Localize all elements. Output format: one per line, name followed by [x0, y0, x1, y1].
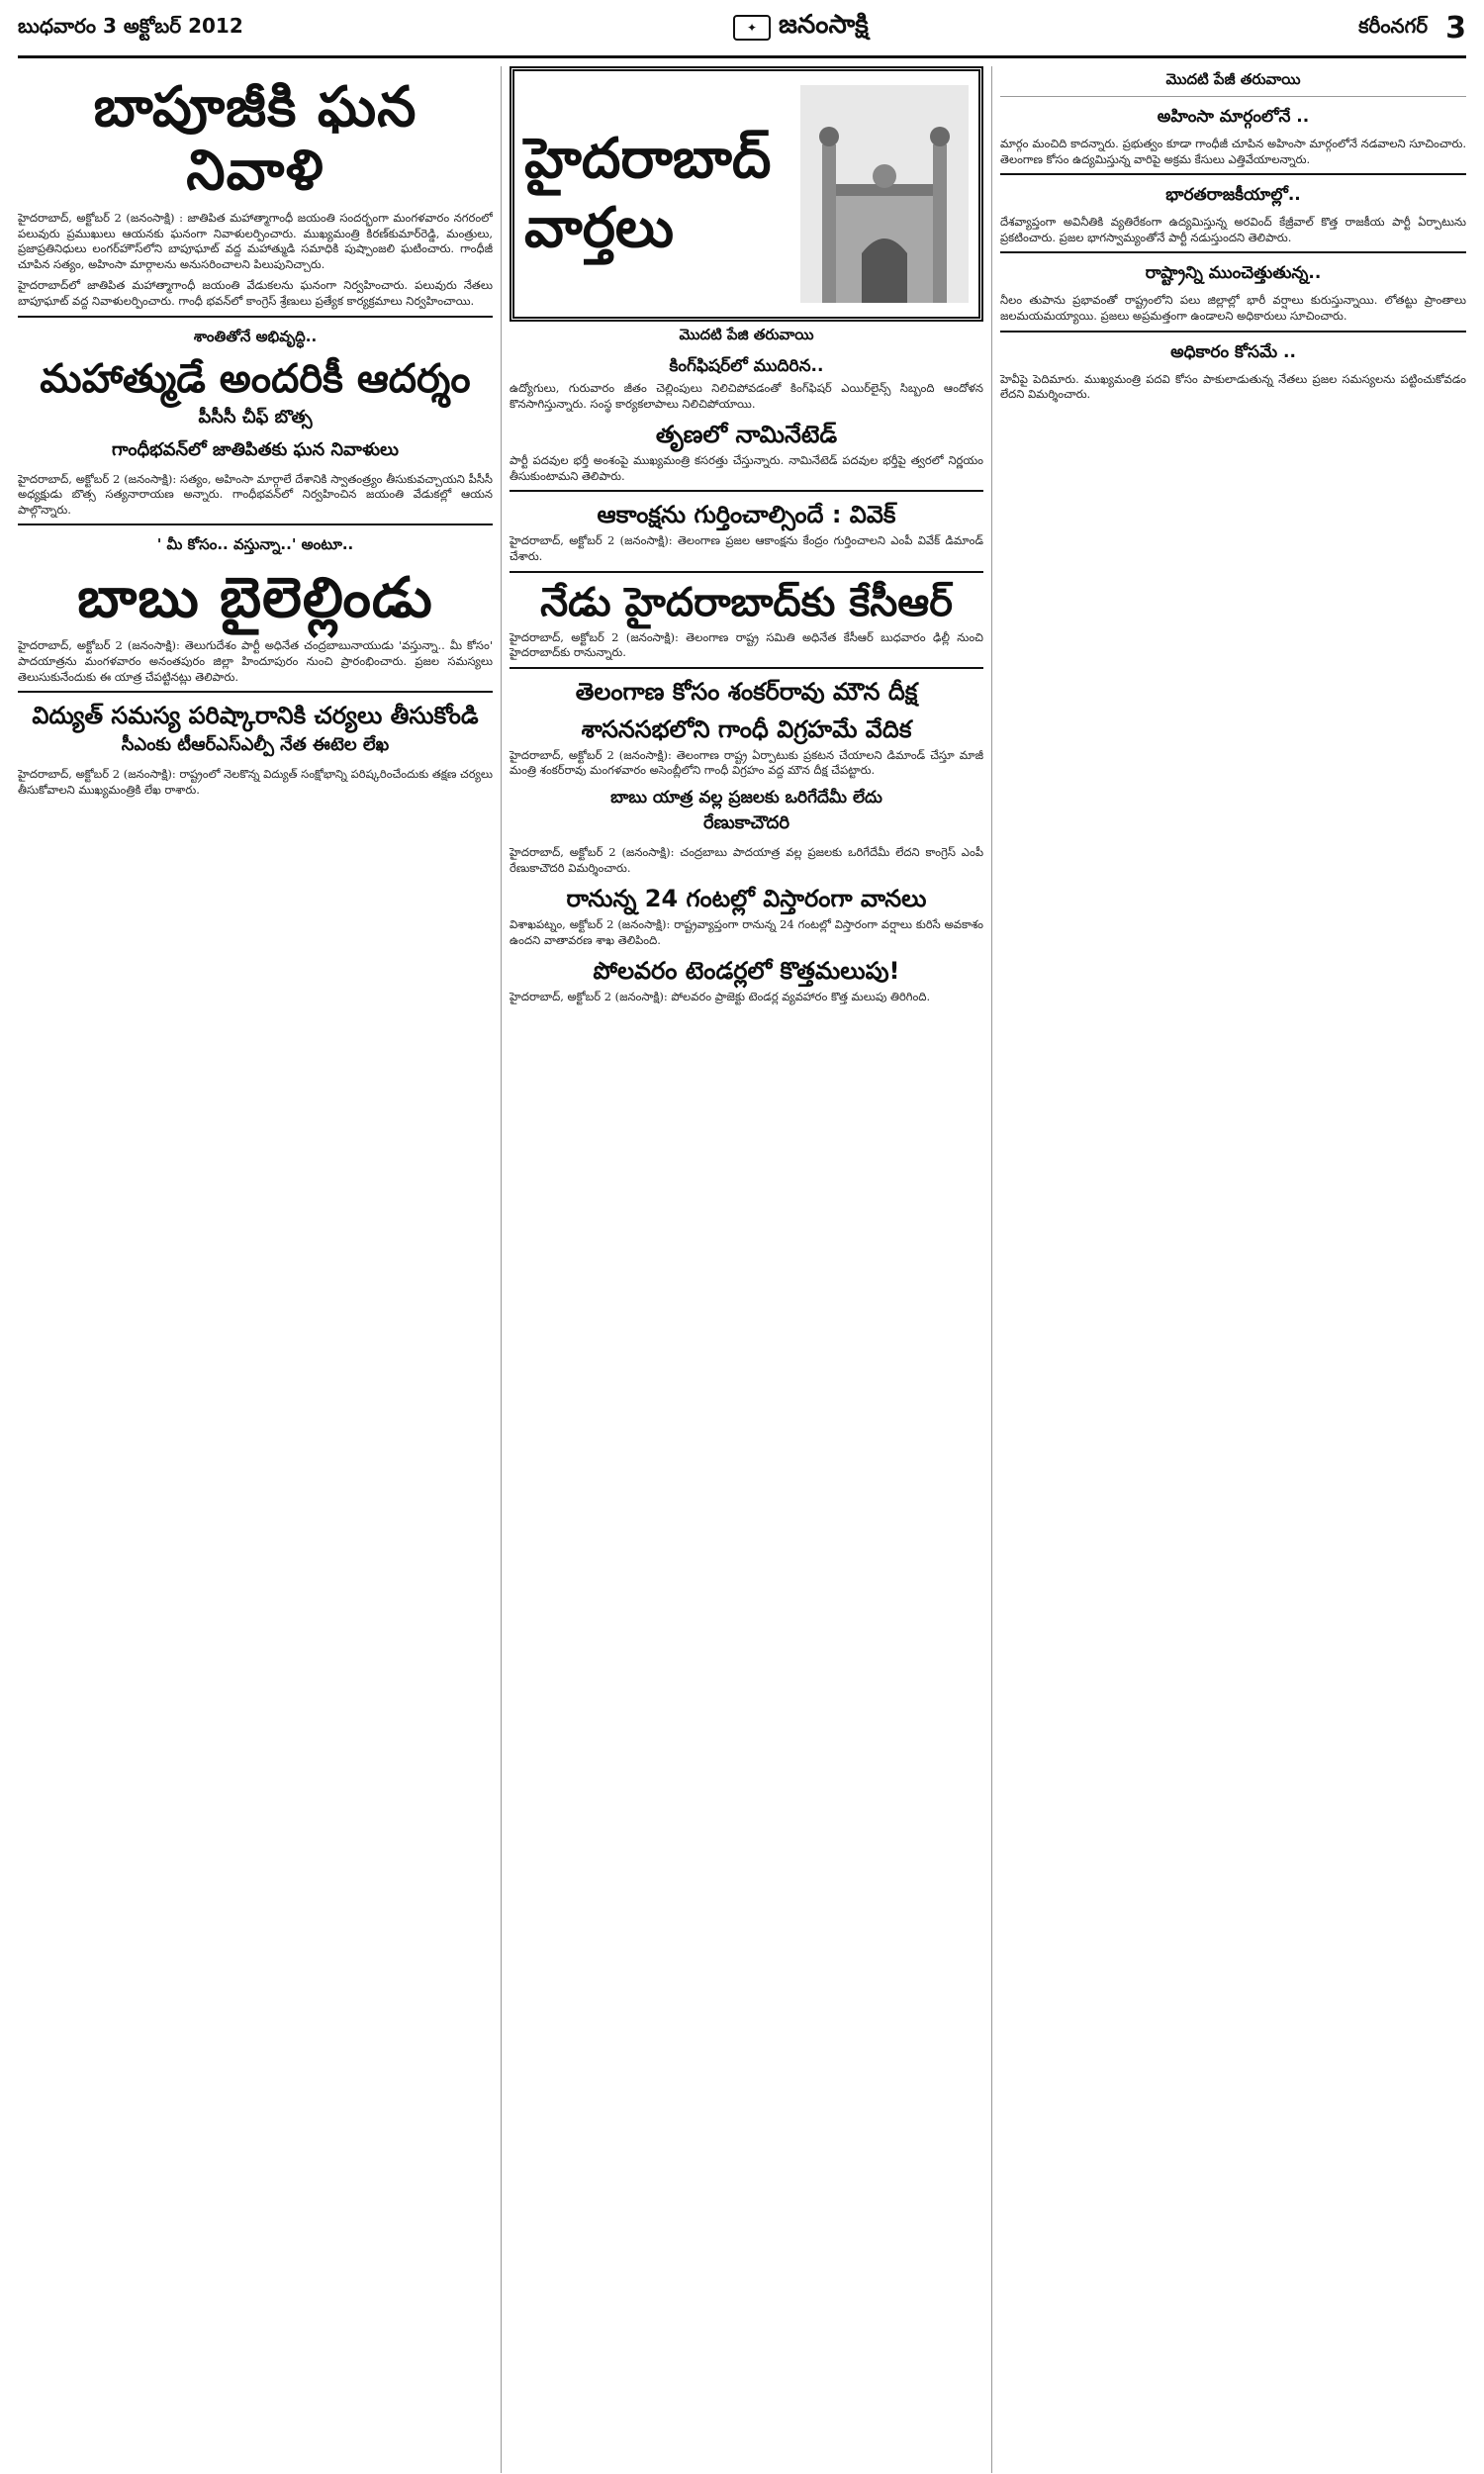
continuation-label-right: మొదటి పేజీ తరువాయి	[1000, 70, 1466, 97]
story-power-sake-body: హెవీపై పెదిమారు. ముఖ్యమంత్రి పదవి కోసం పాకులాడుతున్న నేతలు ప్రజల సమస్యలను పట్టించుకోవడం లేదని విమర్శించారు.	[1000, 371, 1466, 402]
story-bapuji-body-2: హైదరాబాద్‌లో జాతిపిత మహాత్మాగాంధీ జయంతి వేడుకలను ఘనంగా నిర్వహించారు. పలువురు నేతలు బాపూఘాట్‌ వద్ద నివాళులర్పించారు. గాంధీ భవన్‌లో కాంగ్రెస్‌ శ్రేణులు ప్రత్యేక కార్యక్రమాలు నిర్వహించాయి.	[18, 278, 493, 308]
headline-ahimsa: అహింసా మార్గంలోనే ..	[1157, 107, 1310, 127]
kicker-peace: శాంతితోనే అభివృద్ధి..	[193, 327, 318, 345]
column-left	[18, 66, 493, 2473]
story-shankarrao-body: హైదరాబాద్, అక్టోబర్ 2 (జనంసాక్షి): తెలంగాణ రాష్ట్ర ఏర్పాటుకు ప్రకటన చేయాలని డిమాండ్‌ చేస్తూ మాజీ మంత్రి శంకర్‌రావు మంగళవారం అసెంబ్లీలోని గాంధీ విగ్రహం వద్ద మౌన దీక్ష చేపట్టారు.	[510, 747, 983, 778]
divider	[510, 667, 983, 669]
page-number: 3	[1445, 10, 1466, 46]
story-bapuji-body: హైదరాబాద్, అక్టోబర్ 2 (జనంసాక్షి) : జాతిపిత మహాత్మాగాంధీ జయంతి సందర్భంగా మంగళవారం నగరంలో పలువురు ప్రముఖులు ఆయనకు ఘనంగా నివాళులర్పించారు. ముఖ్యమంత్రి కిరణ్‌కుమార్‌రెడ్డి, మంత్రులు, ప్రజాప్రతినిధులు లంగర్‌హౌస్‌లోని బాపూఘాట్‌ వద్ద మహాత్ముడి సమాధికి పుష్పాంజలి ఘటించారు. గాంధీజీ చూపిన సత్యం, అహింసా మార్గాలను అనుసరించాలని పిలుపునిచ్చారు.	[18, 211, 493, 271]
headline-kingfisher: కింగ్‌ఫిషర్‌లో ముదిరిన..	[669, 356, 824, 376]
story-kcr-body: హైదరాబాద్, అక్టోబర్ 2 (జనంసాక్షి): తెలంగాణ రాష్ట్ర సమితి అధినేత కేసీఆర్‌ బుధవారం ఢిల్లీ నుంచి హైదరాబాద్‌కు రానున్నారు.	[510, 629, 983, 660]
divider	[18, 691, 493, 693]
headline-kcr: నేడు హైదరాబాద్‌కు కేసీఆర్‌	[540, 579, 953, 625]
divider	[18, 523, 493, 525]
headline-polavaram: పోలవరం టెండర్లలో కొత్తమలుపు!	[593, 957, 900, 986]
subhead-renuka: రేణుకాచౌదరి	[702, 811, 790, 833]
story-power-body: హైదరాబాద్, అక్టోబర్ 2 (జనంసాక్షి): రాష్ట్రంలో నెలకొన్న విద్యుత్‌ సంక్షోభాన్ని పరిష్కరించేందుకు తక్షణ చర్యలు తీసుకోవాలని ముఖ్యమంత్రికి లేఖ రాశారు.	[18, 767, 493, 797]
story-ahimsa-body: మార్గం మంచిది కాదన్నారు. ప్రభుత్వం కూడా గాంధీజీ చూపిన అహింసా మార్గంలోనే నడవాలని సూచించారు. తెలంగాణ కోసం ఉద్యమిస్తున్న వారిపై అక్రమ కేసులు ఎత్తివేయాలన్నారు.	[1000, 137, 1466, 166]
divider	[510, 490, 983, 492]
story-nominated-body: పార్టీ పదవుల భర్తీ అంశంపై ముఖ్యమంత్రి కసరత్తు చేస్తున్నారు. నామినేటెడ్‌ పదవుల భర్తీపై త్వరలో నిర్ణయం తీసుకుంటామని తెలిపారు.	[510, 453, 983, 483]
banner-title-line1: హైదరాబాద్	[524, 127, 772, 191]
headline-state-flood: రాష్ట్రాన్ని ముంచెత్తుతున్న..	[1145, 263, 1322, 284]
masthead	[18, 0, 1466, 58]
headline-nominated: తృణలో నామినేటెడ్‌	[655, 421, 838, 449]
banner-title	[524, 125, 771, 263]
subhead-pcc: పీసీసీ చీఫ్‌ బొత్స	[198, 406, 313, 428]
column-right	[991, 66, 1466, 2473]
subhead-etela: సీఎంకు టీఆర్‌ఎస్‌ఎల్పీ నేత ఈటెల లేఖ	[121, 734, 390, 756]
divider	[1000, 251, 1466, 253]
story-mahatma-body: హైదరాబాద్, అక్టోబర్ 2 (జనంసాక్షి): సత్యం, అహింసా మార్గాలే దేశానికి స్వాతంత్ర్యం తీసుకువచ్చాయని పీసీసీ అధ్యక్షుడు బొత్స సత్యనారాయణ అన్నారు. గాంధీభవన్‌లో నిర్వహించిన జయంతి వేడుకల్లో ఆయన పాల్గొన్నారు.	[18, 471, 493, 517]
headline-rains: రానున్న 24 గంటల్లో విస్తారంగా వానలు	[566, 885, 927, 913]
newspaper-logo	[733, 10, 869, 46]
kicker-babu: ' మీ కోసం.. వస్తున్నా..' అంటూ..	[156, 535, 354, 554]
story-rains-body: విశాఖపట్నం, అక్టోబర్ 2 (జనంసాక్షి): రాష్ట్రవ్యాప్తంగా రానున్న 24 గంటల్లో విస్తారంగా వర్షాలు కురిసే అవకాశం ఉందని వాతావరణ శాఖ తెలిపింది.	[510, 917, 983, 947]
story-vivek-body: హైదరాబాద్, అక్టోబర్ 2 (జనంసాక్షి): తెలంగాణ ప్రజల ఆకాంక్షను కేంద్రం గుర్తించాలని ఎంపీ వివేక్‌ డిమాండ్‌ చేశారు.	[510, 533, 983, 563]
issue-date: బుధవారం 3 అక్టోబర్ 2012	[18, 13, 243, 38]
divider	[510, 571, 983, 573]
logo-emblem-icon: ✦	[733, 15, 771, 41]
headline-bapuji: బాపూజీకి ఘన నివాళి	[93, 75, 417, 203]
story-politics-body: దేశవ్యాప్తంగా అవినీతికి వ్యతిరేకంగా ఉద్యమిస్తున్న అరవింద్‌ కేజ్రీవాల్‌ కొత్త రాజకీయ పార్టీ ఏర్పాటును ప్రకటించారు. ప్రజల భాగస్వామ్యంతోనే పార్టీ నడుస్తుందని తెలిపారు.	[1000, 215, 1466, 244]
headline-power-sake: అధికారం కోసమే ..	[1170, 341, 1296, 362]
headline-shankarrao-2: శాసనసభలోని గాంధీ విగ్రహమే వేదిక	[581, 714, 912, 743]
headline-shankarrao-1: తెలంగాణ కోసం శంకర్‌రావు మౌన దీక్ష	[575, 677, 918, 706]
page-columns	[18, 66, 1466, 2473]
hyderabad-news-banner	[510, 66, 983, 322]
headline-mahatma: మహాత్ముడే అందరికీ ఆదర్శం	[40, 355, 471, 402]
story-state-flood-body: నీలం తుపాను ప్రభావంతో రాష్ట్రంలోని పలు జిల్లాల్లో భారీ వర్షాలు కురుస్తున్నాయి. లోతట్టు ప్రాంతాలు జలమయమయ్యాయి. ప్రజలు అప్రమత్తంగా ఉండాలని అధికారులు సూచించారు.	[1000, 293, 1466, 323]
story-kingfisher-body: ఉద్యోగులు, గురువారం జీతం చెల్లింపులు నిలిచిపోవడంతో కింగ్‌ఫిషర్‌ ఎయిర్‌లైన్స్‌ సిబ్బంది ఆందోళన కొనసాగిస్తున్నారు. సంస్థ కార్యకలాపాలు నిలిచిపోయాయి.	[510, 381, 983, 411]
headline-babu: బాబు బైలెల్లిండు	[77, 566, 433, 631]
divider	[18, 316, 493, 318]
headline-power: విద్యుత్‌ సమస్య పరిష్కారానికి చర్యలు తీసుకోండి	[32, 702, 479, 730]
edition-city: కరీంనగర్	[1358, 13, 1429, 38]
divider	[1000, 173, 1466, 175]
divider	[1000, 331, 1466, 333]
banner-title-line2: వార్తలు	[524, 196, 674, 260]
headline-politics: భారతరాజకీయాల్లో..	[1165, 185, 1301, 206]
story-renuka-body: హైదరాబాద్, అక్టోబర్ 2 (జనంసాక్షి): చంద్రబాబు పాదయాత్ర వల్ల ప్రజలకు ఒరిగేదేమీ లేదని కాంగ్రెస్‌ ఎంపీ రేణుకాచౌదరి విమర్శించారు.	[510, 844, 983, 875]
subhead-gandhibhavan: గాంధీభవన్‌లో జాతిపితకు ఘన నివాళులు	[111, 438, 400, 460]
charminar-photo	[800, 85, 969, 303]
story-babu-body: హైదరాబాద్, అక్టోబర్ 2 (జనంసాక్షి): తెలుగుదేశం పార్టీ అధినేత చంద్రబాబునాయుడు 'వస్తున్నా.. మీ కోసం' పాదయాత్రను మంగళవారం అనంతపురం జిల్లా హిందూపురం నుంచి ప్రారంభించారు. ప్రజల సమస్యలు తెలుసుకునేందుకు ఈ యాత్ర చేపట్టినట్లు తెలిపారు.	[18, 638, 493, 684]
story-polavaram-body: హైదరాబాద్, అక్టోబర్ 2 (జనంసాక్షి): పోలవరం ప్రాజెక్టు టెండర్ల వ్యవహారం కొత్త మలుపు తిరిగింది.	[510, 990, 931, 1004]
headline-renuka: బాబు యాత్ర వల్ల ప్రజలకు ఒరిగేదేమీ లేదు	[610, 787, 882, 808]
headline-vivek: ఆకాంక్షను గుర్తించాల్సిందే : వివెక్‌	[597, 501, 896, 529]
continuation-label: మొదటి పేజి తరువాయి	[679, 326, 814, 343]
logo-text: జనంసాక్షి	[779, 10, 869, 40]
column-middle	[501, 66, 983, 2473]
masthead-right	[1358, 11, 1466, 46]
